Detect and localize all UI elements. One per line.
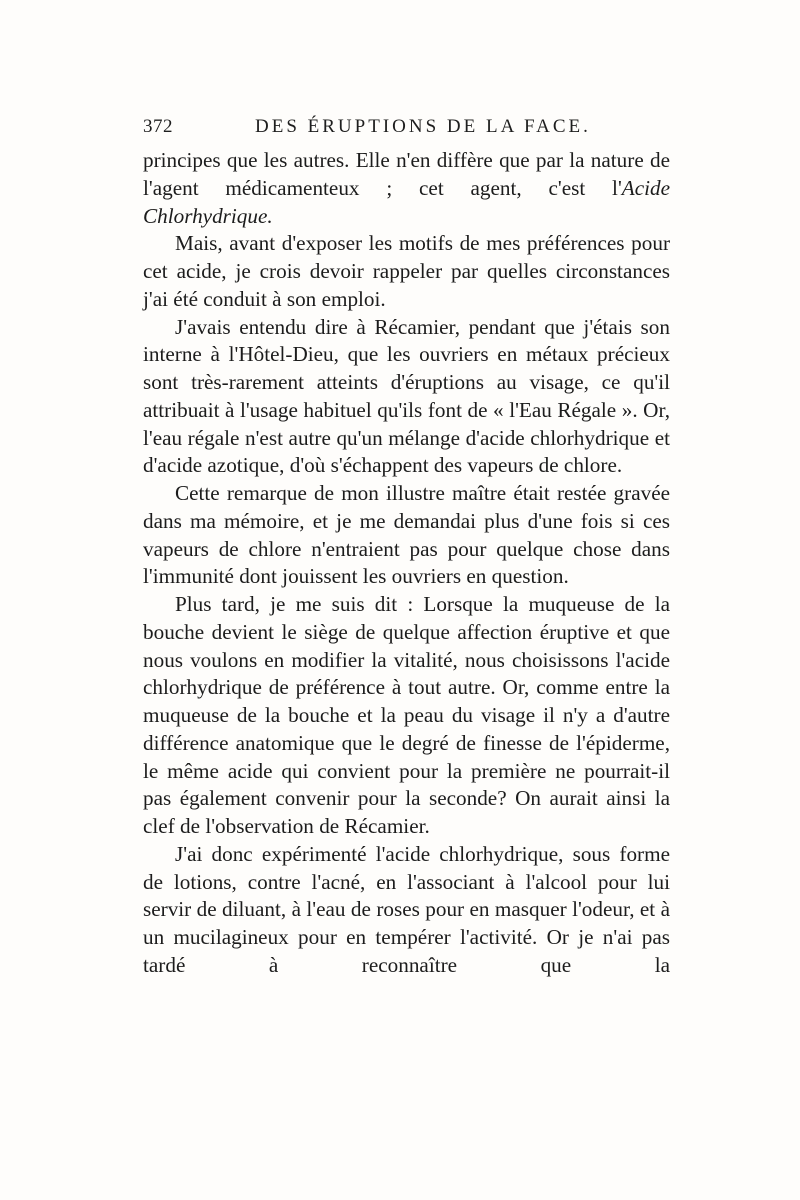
page-number: 372: [143, 116, 173, 137]
paragraph-5: Plus tard, je me suis dit : Lorsque la muqueuse de la bouche devient le siège de quelque affection éruptive et que nous voulons en modifier la vitalité, nous choisissons l'acide chlorhydrique de préférence à tout autre. Or, comme entre la muqueuse de la bouche et la peau du visage il n'y a d'autre différence anatomique que le degré de finesse de l'épiderme, le même acide qui convient pour la première ne pourrait-il pas également convenir pour la seconde? On aurait ainsi la clef de l'observation de Récamier.: [143, 592, 670, 838]
body-text: [143, 147, 670, 980]
page-header: [143, 116, 683, 146]
paragraph-3: J'avais entendu dire à Récamier, pendant que j'étais son interne à l'Hôtel-Dieu, que les ouvriers en métaux précieux sont très-rarement atteints d'éruptions au visage, ce qu'il attribuait à l'usage habituel qu'ils font de « l'Eau Régale ». Or, l'eau régale n'est autre qu'un mélange d'acide chlorhydrique et d'acide azotique, d'où s'échappent des vapeurs de chlore.: [143, 314, 670, 478]
paragraph-2: Mais, avant d'exposer les motifs de mes préférences pour cet acide, je crois devoir rappeler par quelles circonstances j'ai été conduit à son emploi.: [143, 231, 670, 311]
running-title: DES ÉRUPTIONS DE LA FACE.: [255, 116, 591, 137]
paragraph-1-text: principes que les autres. Elle n'en diffère que par la nature de l'agent médicamenteux ; cet agent, c'est l': [143, 148, 670, 200]
paragraph-1: [143, 147, 670, 230]
paragraph-6: J'ai donc expérimenté l'acide chlorhydrique, sous forme de lotions, contre l'acné, en l'associant à l'alcool pour lui servir de diluant, à l'eau de roses pour en masquer l'odeur, et à un mucilagineux pour en tempérer l'activité. Or je n'ai pas tardé à reconnaître que la: [143, 841, 670, 977]
paragraph-4: Cette remarque de mon illustre maître était restée gravée dans ma mémoire, et je me demandai plus d'une fois si ces vapeurs de chlore n'entraient pas pour quelque chose dans l'immunité dont jouissent les ouvriers en question.: [143, 481, 670, 589]
paragraph-1-italic: Acide Chlorhydrique.: [143, 175, 670, 228]
